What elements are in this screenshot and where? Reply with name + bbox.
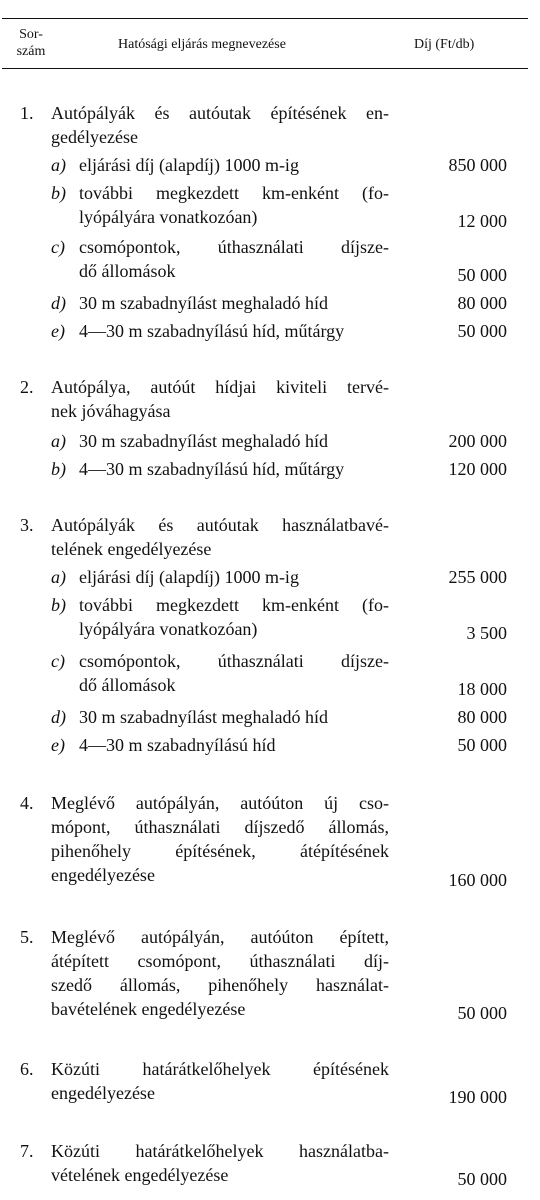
section-title-line: Autópálya, autóút hídjai kiviteli tervé- <box>51 377 389 397</box>
item-text-line: dő állomások <box>79 675 176 695</box>
section-number: 6. <box>20 1059 34 1079</box>
section-title-line: Közúti határátkelőhelyek használatba- <box>51 1141 389 1161</box>
section-title-line: telének engedélyezése <box>51 539 212 559</box>
item-letter: e) <box>51 735 65 755</box>
section-number: 7. <box>20 1141 34 1161</box>
section-title-line: átépített csomópont, úthasználati díj- <box>51 951 389 971</box>
item-fee-value: 120 000 <box>448 459 507 479</box>
item-letter: d) <box>51 707 66 727</box>
item-letter: a) <box>51 567 66 587</box>
section-title-line: szedő állomás, pihenőhely használat- <box>51 975 389 995</box>
item-letter: a) <box>51 431 66 451</box>
item-letter: b) <box>51 459 66 479</box>
item-letter: d) <box>51 293 66 313</box>
item-fee-value: 3 500 <box>466 623 507 643</box>
section-title-line: Autópályák és autóutak használatbavé- <box>51 515 389 535</box>
item-fee-value: 50 000 <box>457 735 507 755</box>
section-title-line: Meglévő autópályán, autóúton új cso- <box>51 793 389 813</box>
item-text-line: eljárási díj (alapdíj) 1000 m-ig <box>79 155 299 175</box>
section-number: 2. <box>20 377 34 397</box>
item-letter: b) <box>51 183 66 203</box>
section-number: 4. <box>20 793 34 813</box>
section-fee-value: 50 000 <box>457 1003 507 1023</box>
item-text-line: dő állomások <box>79 261 176 281</box>
header-bottom-rule <box>2 68 528 69</box>
item-text-line: 30 m szabadnyílást meghaladó híd <box>79 707 328 727</box>
item-fee-value: 850 000 <box>448 155 507 175</box>
section-title-line: pihenőhely építésének, átépítésének <box>51 841 389 861</box>
section-number: 5. <box>20 927 34 947</box>
section-title-line: Meglévő autópályán, autóúton épített, <box>51 927 389 947</box>
section-fee-value: 50 000 <box>457 1169 507 1189</box>
item-text-line: 30 m szabadnyílást meghaladó híd <box>79 293 328 313</box>
column-header-sorszam-line-2: szám <box>16 44 46 59</box>
section-fee-value: 160 000 <box>448 870 507 890</box>
column-header-sorszam <box>8 26 54 60</box>
section-number: 1. <box>20 103 34 123</box>
column-header-dij: Díj (Ft/db) <box>414 37 475 52</box>
item-text-line: lyópályára vonatkozóan) <box>79 619 258 639</box>
section-title-line: Közúti határátkelőhelyek építésének <box>51 1059 389 1079</box>
item-text-line: csomópontok, úthasználati díjsze- <box>79 237 389 257</box>
section-title-line: vételének engedélyezése <box>51 1165 229 1185</box>
item-text-line: 4—30 m szabadnyílású híd, műtárgy <box>79 459 345 479</box>
item-letter: b) <box>51 595 66 615</box>
section-title-line: nek jóváhagyása <box>51 401 171 421</box>
item-fee-value: 255 000 <box>448 567 507 587</box>
item-fee-value: 200 000 <box>448 431 507 451</box>
item-fee-value: 12 000 <box>457 211 507 231</box>
item-letter: c) <box>51 651 65 671</box>
item-text-line: 4—30 m szabadnyílású híd, műtárgy <box>79 321 345 341</box>
item-text-line: 30 m szabadnyílást meghaladó híd <box>79 431 328 451</box>
item-text-line: eljárási díj (alapdíj) 1000 m-ig <box>79 567 299 587</box>
header-top-rule <box>2 18 528 19</box>
item-text-line: további megkezdett km-enként (fo- <box>79 595 389 615</box>
item-text-line: 4—30 m szabadnyílású híd <box>79 735 276 755</box>
section-title-line: Autópályák és autóutak építésének en- <box>51 103 389 123</box>
item-text-line: csomópontok, úthasználati díjsze- <box>79 651 389 671</box>
item-letter: c) <box>51 237 65 257</box>
item-letter: e) <box>51 321 65 341</box>
section-title-line: bavételének engedélyezése <box>51 999 246 1019</box>
item-text-line: lyópályára vonatkozóan) <box>79 207 258 227</box>
item-fee-value: 80 000 <box>457 293 507 313</box>
item-fee-value: 80 000 <box>457 707 507 727</box>
column-header-name: Hatósági eljárás megnevezése <box>118 37 286 52</box>
section-title-line: mópont, úthasználati díjszedő állomás, <box>51 817 389 837</box>
item-letter: a) <box>51 155 66 175</box>
item-fee-value: 50 000 <box>457 321 507 341</box>
section-number: 3. <box>20 515 34 535</box>
section-fee-value: 190 000 <box>448 1087 507 1107</box>
item-text-line: további megkezdett km-enként (fo- <box>79 183 389 203</box>
column-header-sorszam-line-1: Sor- <box>19 27 43 42</box>
item-fee-value: 50 000 <box>457 265 507 285</box>
section-title-line: engedélyezése <box>51 1083 155 1103</box>
section-title-line: gedélyezése <box>51 127 138 147</box>
section-title-line: engedélyezése <box>51 865 155 885</box>
item-fee-value: 18 000 <box>457 679 507 699</box>
